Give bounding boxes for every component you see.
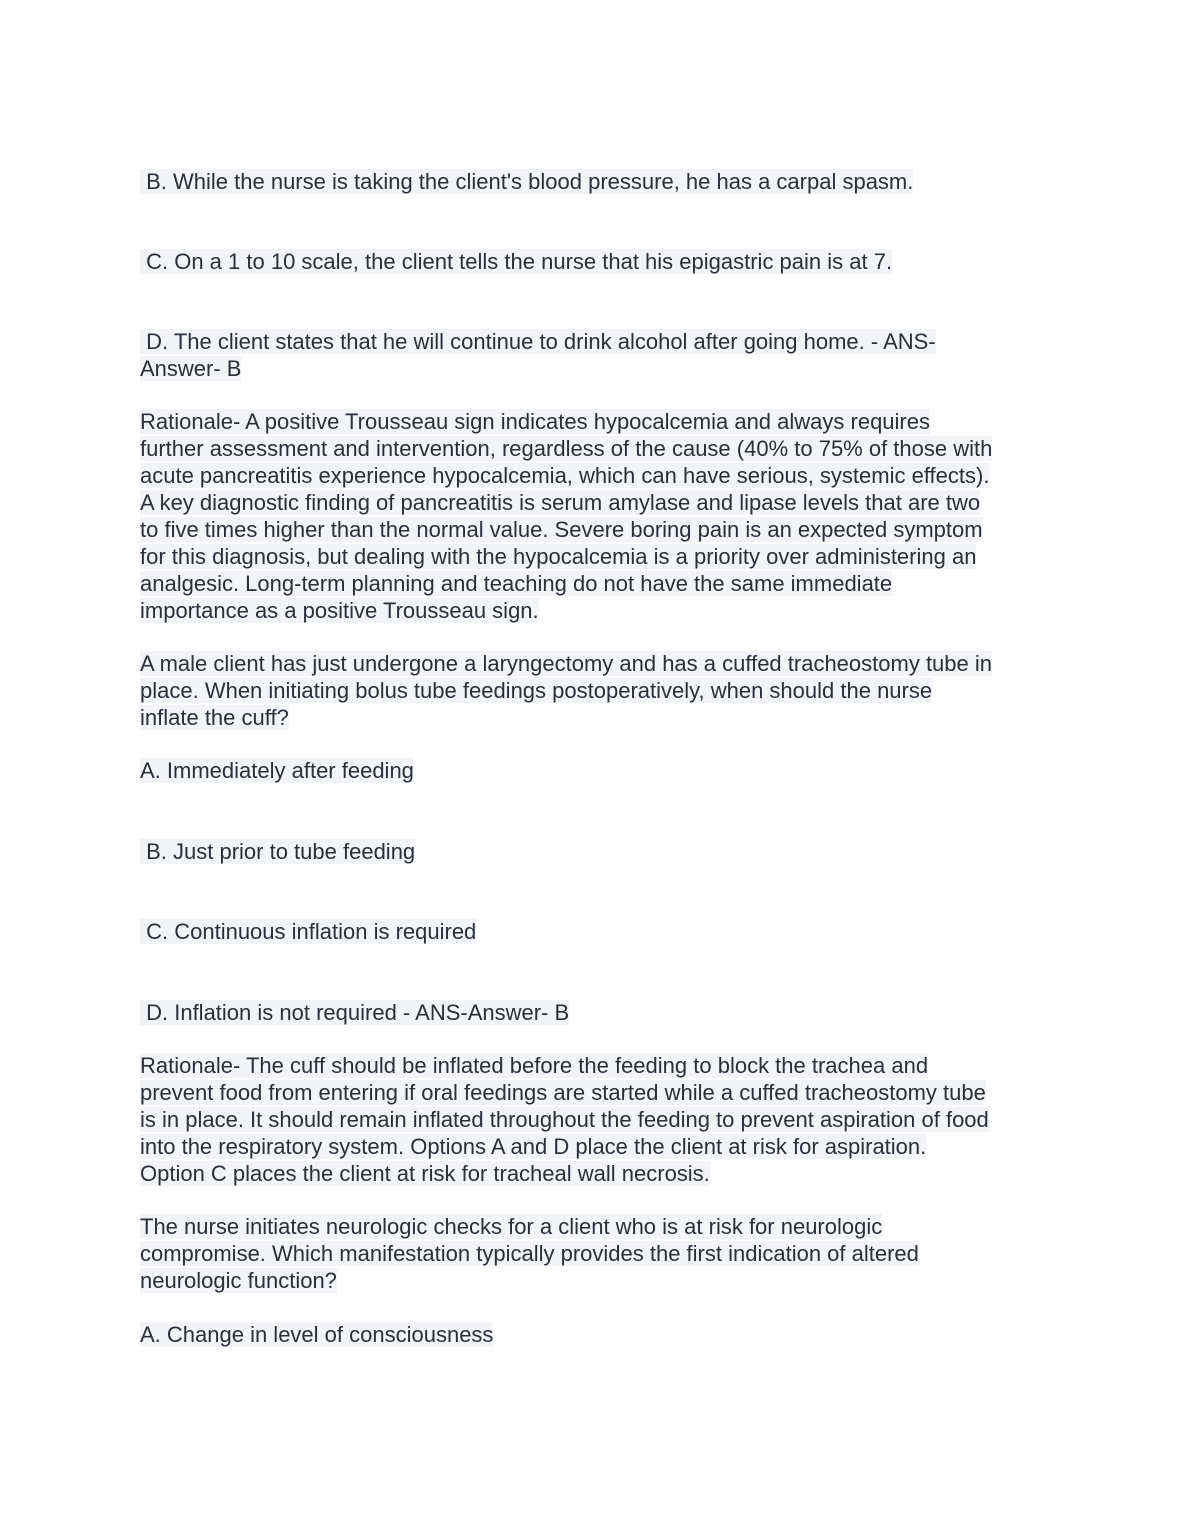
- rationale-line: for this diagnosis, but dealing with the hypocalcemia is a priority over administering an: [140, 544, 977, 569]
- rationale-line: A key diagnostic finding of pancreatitis is serum amylase and lipase levels that are two: [140, 490, 981, 515]
- rationale-line: Option C places the client at risk for tracheal wall necrosis.: [140, 1161, 710, 1186]
- rationale-line: into the respiratory system. Options A and D place the client at risk for aspiration.: [140, 1134, 927, 1159]
- rationale-line: Rationale- A positive Trousseau sign indicates hypocalcemia and always requires: [140, 409, 930, 434]
- option-b-prior-feeding: B. Just prior to tube feeding: [140, 839, 416, 864]
- rationale-line: Rationale- The cuff should be inflated before the feeding to block the trachea and: [140, 1053, 929, 1078]
- option-c-continuous: C. Continuous inflation is required: [140, 919, 477, 944]
- question-line: The nurse initiates neurologic checks for a client who is at risk for neurologic: [140, 1214, 883, 1239]
- rationale-line: acute pancreatitis experience hypocalcemia, which can have serious, systemic effects).: [140, 463, 990, 488]
- question-line: inflate the cuff?: [140, 705, 289, 730]
- option-a-after-feeding: A. Immediately after feeding: [140, 758, 414, 783]
- option-d-not-required: D. Inflation is not required - ANS-Answer- B: [140, 1000, 570, 1025]
- question-line: A male client has just undergone a laryngectomy and has a cuffed tracheostomy tube in: [140, 651, 992, 676]
- option-a-consciousness: A. Change in level of consciousness: [140, 1322, 494, 1347]
- rationale-line: importance as a positive Trousseau sign.: [140, 598, 539, 623]
- question-line: compromise. Which manifestation typically provides the first indication of altered: [140, 1241, 919, 1266]
- question-line: neurologic function?: [140, 1268, 337, 1293]
- option-d-alcohol: D. The client states that he will continue to drink alcohol after going home. - ANS-: [140, 329, 936, 354]
- rationale-line: analgesic. Long-term planning and teaching do not have the same immediate: [140, 571, 893, 596]
- rationale-line: is in place. It should remain inflated throughout the feeding to prevent aspiration of food: [140, 1107, 989, 1132]
- question-line: place. When initiating bolus tube feedings postoperatively, when should the nurse: [140, 678, 933, 703]
- rationale-line: further assessment and intervention, regardless of the cause (40% to 75% of those with: [140, 436, 993, 461]
- rationale-line: prevent food from entering if oral feedings are started while a cuffed tracheostomy tube: [140, 1080, 986, 1105]
- option-b-carpal-spasm: B. While the nurse is taking the client's blood pressure, he has a carpal spasm.: [140, 169, 914, 194]
- answer-line: Answer- B: [140, 356, 242, 381]
- rationale-line: to five times higher than the normal value. Severe boring pain is an expected symptom: [140, 517, 983, 542]
- option-c-epigastric-pain: C. On a 1 to 10 scale, the client tells the nurse that his epigastric pain is at 7.: [140, 249, 893, 274]
